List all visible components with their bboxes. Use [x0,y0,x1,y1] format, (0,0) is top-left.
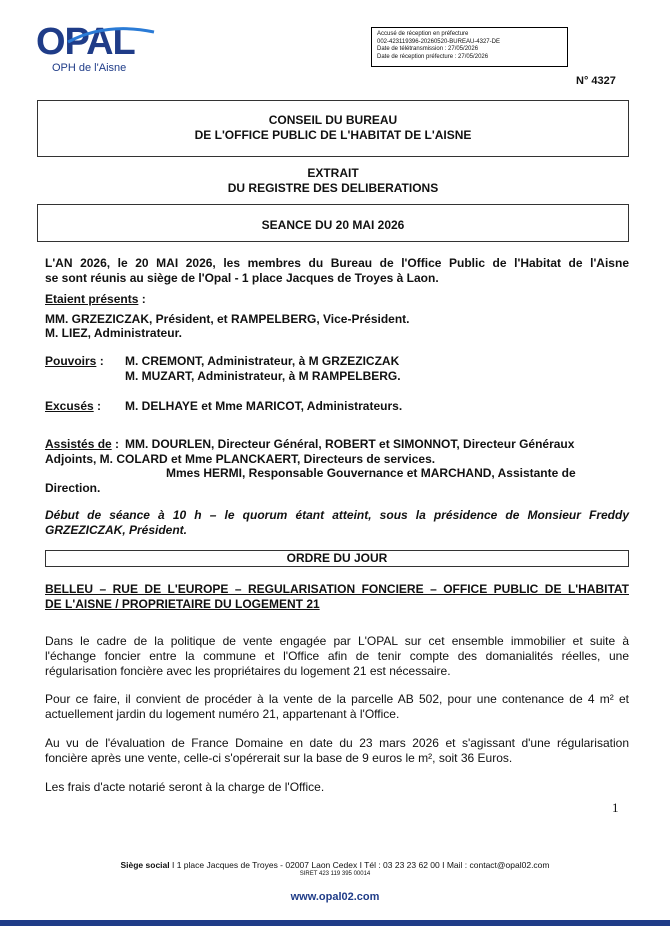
presents-line: MM. GRZEZICZAK, Président, et RAMPELBERG, Vice-Président. [45,312,410,326]
assistes-line: Direction. [45,481,101,495]
assistes-colon: : [111,437,120,451]
deliberation-number: N° 4327 [576,75,616,87]
excuses-label: Excusés [45,399,94,413]
logo-swoosh-icon [66,26,156,46]
presents-heading [45,292,146,307]
title-line: CONSEIL DU BUREAU [268,113,398,127]
session-date: SEANCE DU 20 MAI 2026 [261,218,405,232]
footer-rule [0,920,670,926]
debut-line: Début de séance à 10 h – le quorum étant atteint, sous la présidence de Monsieur Freddy [45,508,629,522]
logo-text: OPAL [36,21,135,63]
stamp-line: Date de télétransmission : 27/05/2026 [377,46,479,52]
extract-title: EXTRAIT [307,166,359,180]
body-line: foncière après une vente, celle-ci s'opérerait sur la base de 9 euros le m², soit 36 Euros. [45,751,513,765]
agenda-title: ORDRE DU JOUR [286,551,388,565]
pouvoirs-line: M. MUZART, Administrateur, à M RAMPELBERG. [125,369,401,383]
body-line: Dans le cadre de la politique de vente engagée par L'OPAL sur cet ensemble immobilier et suite à [45,634,629,648]
body-line: Les frais d'acte notarié seront à la charge de l'Office. [45,780,325,794]
extract-subtitle: DU REGISTRE DES DELIBERATIONS [227,181,439,195]
subject-line: DE L'AISNE / PROPRIETAIRE DU LOGEMENT 21 [45,597,320,611]
stamp-line: 002-423119396-20260520-BUREAU-4327-DE [377,38,500,45]
body-line: l'échange foncier entre la commune et l'Office afin de tenir compte des domanialités réelles, une [45,649,629,663]
excuses-heading [45,399,101,414]
pouvoirs-colon: : [96,354,104,368]
title-line: DE L'OFFICE PUBLIC DE L'HABITAT DE L'AISNE [194,128,472,142]
pouvoirs-heading [45,354,104,369]
stamp-line: Accusé de réception en préfecture [377,31,469,37]
pouvoirs-label: Pouvoirs [45,354,97,368]
intro-line: L'AN 2026, le 20 MAI 2026, les membres du Bureau de l'Office Public de l'Habitat de l'Aisne [45,256,629,270]
excuses-colon: : [93,399,102,413]
footer-address [0,860,670,870]
presents-label: Etaient présents [45,292,139,306]
debut-line: GRZEZICZAK, Président. [45,523,188,537]
footer-address-label: Siège social [120,860,170,870]
footer-address-text: I 1 place Jacques de Troyes - 02007 Laon Cedex I Tél : 03 23 23 62 00 I Mail : contact@opal02.com [169,860,550,870]
footer-siret: SIRET 423 119 395 00014 [299,871,371,877]
body-line: régularisation foncière avec les propriétaires du logement 21 est nécessaire. [45,664,451,678]
assistes-line: MM. DOURLEN, Directeur Général, ROBERT et SIMONNOT, Directeur Généraux [125,437,575,451]
reception-stamp [371,27,568,67]
subject-line: BELLEU – RUE DE L'EUROPE – REGULARISATION FONCIERE – OFFICE PUBLIC DE L'HABITAT [45,582,629,596]
stamp-line: Date de réception préfecture : 27/05/2026 [377,53,489,60]
assistes-line: Mmes HERMI, Responsable Gouvernance et MARCHAND, Assistante de [166,466,576,480]
body-line: actuellement jardin du logement numéro 21, appartenant à l'Office. [45,707,400,721]
pouvoirs-line: M. CREMONT, Administrateur, à M GRZEZICZAK [125,354,400,368]
intro-line: se sont réunis au siège de l'Opal - 1 place Jacques de Troyes à Laon. [45,271,439,285]
presents-colon: : [138,292,146,306]
assistes-heading [45,437,119,452]
excuses-line: M. DELHAYE et Mme MARICOT, Administrateurs. [125,399,403,413]
page-number: 1 [612,800,619,815]
body-line: Pour ce faire, il convient de procéder à la vente de la parcelle AB 502, pour une contenance de 4 m² et [45,692,629,706]
logo-subtitle: OPH de l'Aisne [52,62,127,74]
presents-line: M. LIEZ, Administrateur. [45,326,182,340]
assistes-label: Assistés de [45,437,112,451]
body-line: Au vu de l'évaluation de France Domaine en date du 23 mars 2026 et s'agissant d'une régularisation [45,736,629,750]
footer-website[interactable]: www.opal02.com [290,891,380,903]
assistes-line: Adjoints, M. COLARD et Mme PLANCKAERT, Directeurs de services. [45,452,436,466]
